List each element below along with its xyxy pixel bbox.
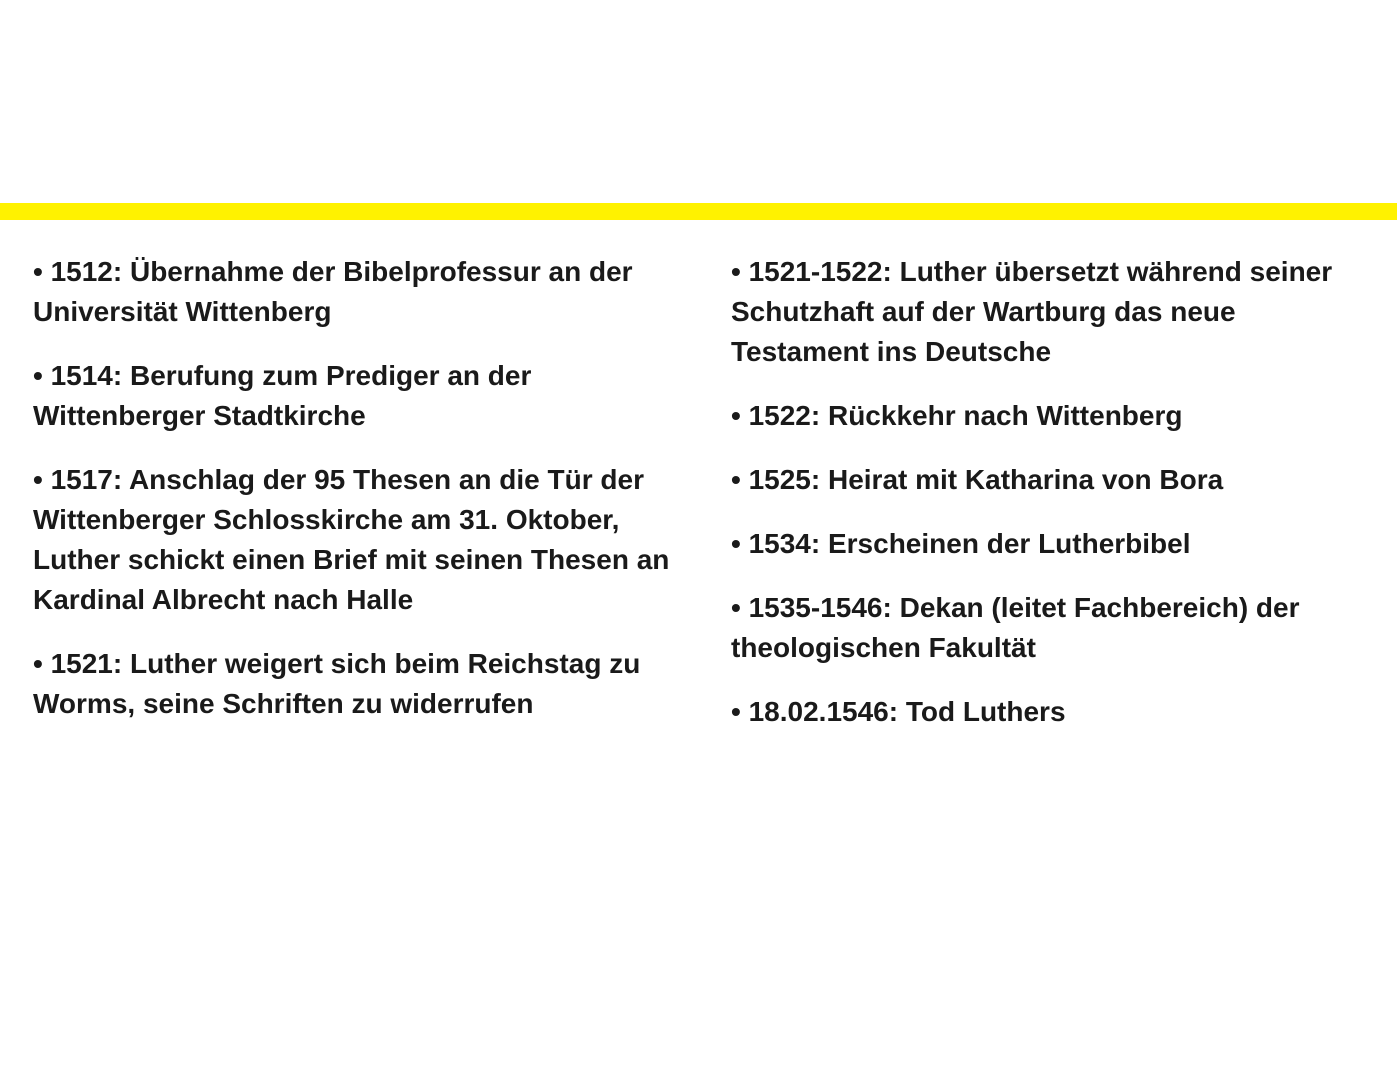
timeline-entry: [731, 588, 1371, 668]
accent-bar: [0, 203, 1397, 220]
timeline-entry-text: 1512: Übernahme der Bibelprofessur an der Universität Wittenberg: [33, 256, 633, 327]
timeline-entry-text: 1514: Berufung zum Prediger an der Wittenberger Stadtkirche: [33, 360, 532, 431]
timeline-entry-text: 1517: Anschlag der 95 Thesen an die Tür der Wittenberger Schlosskirche am 31. Oktober, Luther schickt einen Brief mit seinen Thesen an Kardinal Albrecht nach Halle: [33, 464, 670, 615]
timeline-entry: [731, 692, 1371, 732]
timeline-entry: [33, 460, 683, 620]
bullet-icon: •: [731, 400, 741, 431]
bullet-icon: •: [731, 592, 741, 623]
bullet-icon: •: [33, 464, 43, 495]
timeline-entry-text: 1521: Luther weigert sich beim Reichstag zu Worms, seine Schriften zu widerrufen: [33, 648, 641, 719]
timeline-entry: [33, 356, 683, 436]
timeline-entry-text: 18.02.1546: Tod Luthers: [748, 696, 1066, 727]
timeline-entry-text: 1535-1546: Dekan (leitet Fachbereich) der theologischen Fakultät: [731, 592, 1300, 663]
bullet-icon: •: [731, 256, 741, 287]
bullet-icon: •: [33, 256, 43, 287]
bullet-icon: •: [33, 648, 43, 679]
bullet-icon: •: [731, 696, 741, 727]
bullet-icon: •: [731, 464, 741, 495]
bullet-icon: •: [731, 528, 741, 559]
timeline-entry: [33, 252, 683, 332]
timeline-entry: [731, 524, 1371, 564]
timeline-left-column: [33, 252, 683, 748]
timeline-entry-text: 1522: Rückkehr nach Wittenberg: [748, 400, 1183, 431]
timeline-entry: [731, 252, 1371, 372]
timeline-entry: [731, 396, 1371, 436]
bullet-icon: •: [33, 360, 43, 391]
timeline-entry: [33, 644, 683, 724]
timeline-entry: [731, 460, 1371, 500]
timeline-entry-text: 1525: Heirat mit Katharina von Bora: [748, 464, 1224, 495]
timeline-entry-text: 1521-1522: Luther übersetzt während seiner Schutzhaft auf der Wartburg das neue Testament ins Deutsche: [731, 256, 1333, 367]
timeline-right-column: [731, 252, 1371, 756]
timeline-entry-text: 1534: Erscheinen der Lutherbibel: [748, 528, 1191, 559]
